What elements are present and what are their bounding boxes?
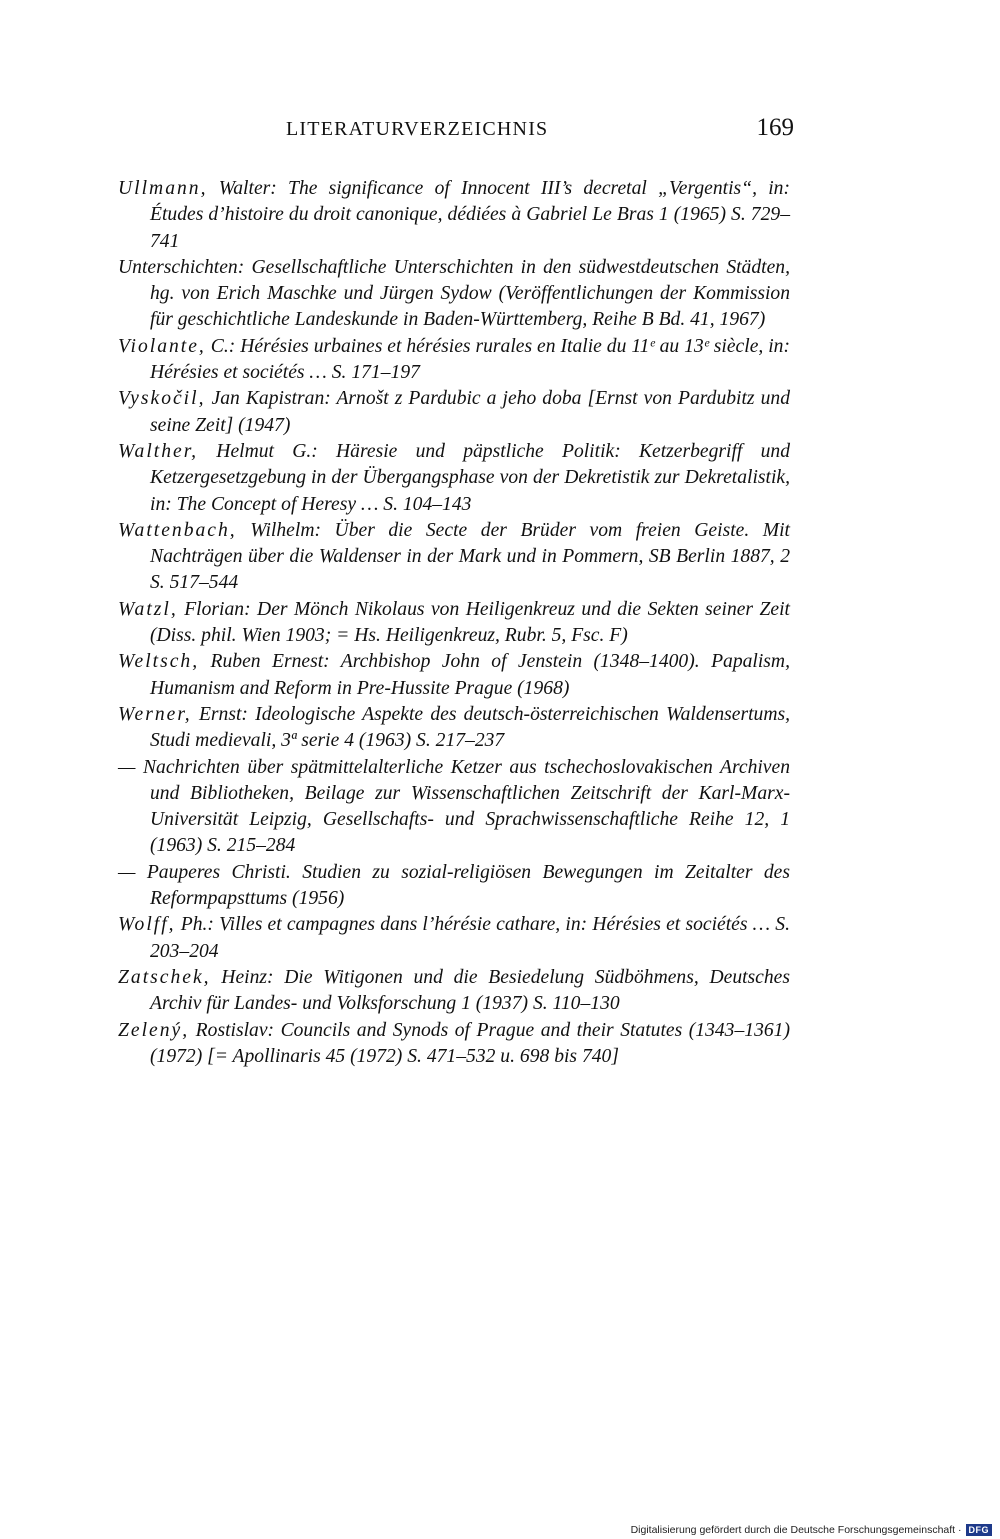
entry-author: Watzl,	[118, 598, 178, 620]
bibliography-entry	[118, 597, 790, 650]
bibliography-entry	[118, 755, 790, 860]
entry-text: — Nachrichten über spätmittelalterliche Ketzer aus tschechoslovakischen Archiven und Bibliotheken, Beilage zur Wissenschaftlichen Zeitschrift der Karl-Marx-Universität Leipzig, Gesellschafts- und Sprachwissenschaftliche Reihe 12, 1 (1963) S. 215–284	[118, 756, 790, 857]
entry-author: Walther,	[118, 440, 199, 462]
bibliography-entry	[118, 386, 790, 439]
entry-text: Ph.: Villes et campagnes dans l’hérésie cathare, in: Hérésies et sociétés … S. 203–204	[150, 914, 790, 962]
entry-text: — Pauperes Christi. Studien zu sozial-religiösen Bewegungen im Zeitalter des Reformpapsttums (1956)	[118, 861, 790, 910]
entry-text: Heinz: Die Witigonen und die Besiedelung Südböhmens, Deutsches Archiv für Landes- und Volksforschung 1 (1937) S. 110–130	[150, 966, 790, 1015]
dfg-logo: DFG	[966, 1524, 993, 1536]
entry-author: Zelený,	[118, 1019, 190, 1041]
bibliography-entry	[118, 176, 790, 255]
bibliography-list	[118, 176, 790, 1070]
bibliography-entry	[118, 912, 790, 965]
entry-text: Unterschichten: Gesellschaftliche Unterschichten in den südwestdeutschen Städten, hg. von Erich Maschke und Jürgen Sydow (Veröffentlichungen der Kommission für geschichtliche Landeskunde in Baden-Württemberg, Reihe B Bd. 41, 1967)	[118, 256, 790, 331]
entry-author: Werner,	[118, 703, 192, 725]
entry-author: Wattenbach,	[118, 519, 237, 541]
bibliography-entry	[118, 255, 790, 334]
entry-author: Ullmann,	[118, 178, 208, 199]
entry-text: Wilhelm: Über die Secte der Brüder vom freien Geiste. Mit Nachträgen über die Waldenser in der Mark und in Pommern, SB Berlin 1887, 2 S. 517–544	[150, 519, 790, 594]
entry-text: Jan Kapistran: Arnošt z Pardubic a jeho doba [Ernst von Pardubitz und seine Zeit] (1947)	[150, 388, 790, 436]
digitization-footer	[631, 1522, 992, 1538]
page-number: 169	[756, 114, 794, 141]
entry-author: Zatschek,	[118, 966, 211, 988]
entry-text: Ernst: Ideologische Aspekte des deutsch-österreichischen Waldensertums, Studi medievali, 3ª serie 4 (1963) S. 217–237	[150, 703, 790, 752]
bibliography-entry	[118, 965, 790, 1018]
entry-text: Rostislav: Councils and Synods of Prague and their Statutes (1343–1361) (1972) [= Apollinaris 45 (1972) S. 471–532 u. 698 bis 740]	[150, 1019, 790, 1067]
bibliography-entry	[118, 439, 790, 518]
entry-text: Ruben Ernest: Archbishop John of Jenstein (1348–1400). Papalism, Humanism and Reform in Pre-Hussite Prague (1968)	[150, 651, 790, 699]
entry-text: Walter: The significance of Innocent III’s decretal „Vergentis“, in: Études d’histoire du droit canonique, dédiées à Gabriel Le Bras 1 (1965) S. 729–741	[150, 178, 790, 252]
entry-text: C.: Hérésies urbaines et hérésies rurales en Italie du 11ᵉ au 13ᵉ siècle, in: Hérésies et sociétés … S. 171–197	[150, 335, 790, 384]
entry-author: Wolff,	[118, 914, 176, 936]
entry-author: Violante,	[118, 335, 206, 357]
footer-text: Digitalisierung gefördert durch die Deutsche Forschungsgemeinschaft ·	[630, 1524, 962, 1536]
bibliography-entry	[118, 518, 790, 597]
bibliography-entry	[118, 702, 790, 755]
entry-author: Weltsch,	[118, 651, 200, 673]
bibliography-entry	[118, 860, 790, 913]
bibliography-entry	[118, 334, 790, 387]
entry-text: Helmut G.: Häresie und päpstliche Politik: Ketzerbegriff und Ketzergesetzgebung in der Übergangsphase von der Dekretistik zur Dekretalistik, in: The Concept of Heresy … S. 104–143	[150, 440, 790, 515]
bibliography-entry	[118, 649, 790, 702]
entry-author: Vyskočil,	[118, 388, 206, 410]
bibliography-entry	[118, 1018, 790, 1071]
running-head	[118, 114, 794, 150]
entry-text: Florian: Der Mönch Nikolaus von Heiligenkreuz und die Sekten seiner Zeit (Diss. phil. Wien 1903; = Hs. Heiligenkreuz, Rubr. 5, Fsc. F)	[150, 598, 790, 647]
running-title: LITERATURVERZEICHNIS	[286, 118, 549, 140]
